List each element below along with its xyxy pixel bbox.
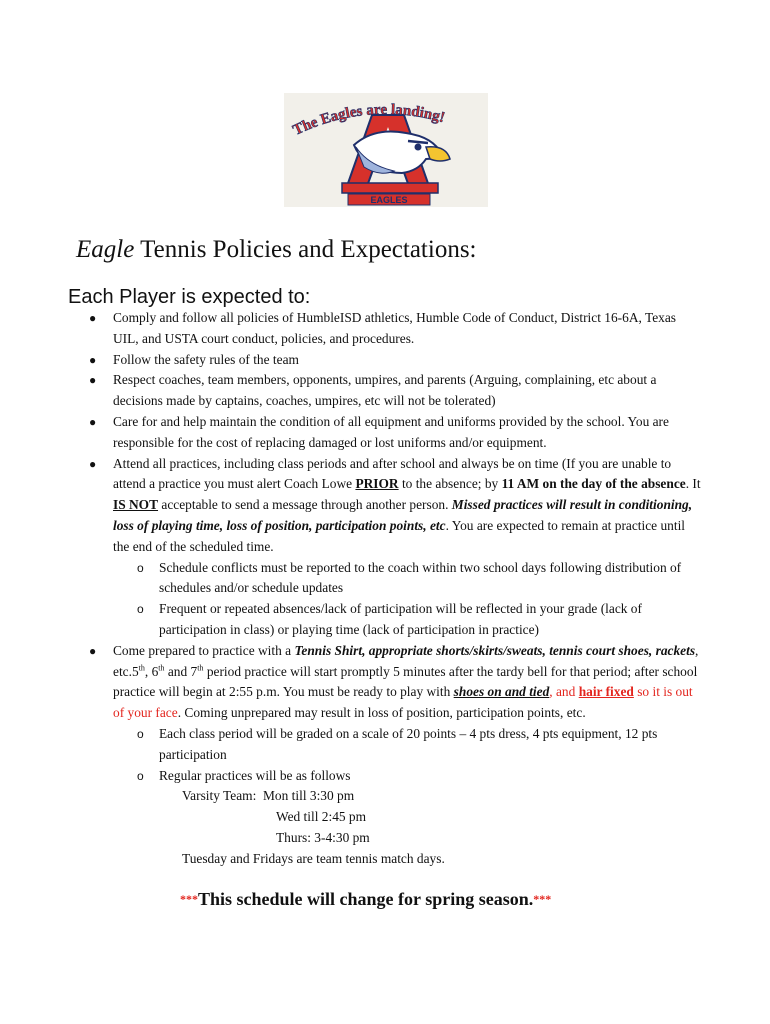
ordinal-suffix: th xyxy=(138,663,145,673)
is-not-emphasis: IS NOT xyxy=(113,497,159,513)
policy-content xyxy=(0,308,770,870)
bullet-icon: ● xyxy=(89,414,97,429)
policy-list xyxy=(0,308,770,870)
sub-list-item xyxy=(113,599,704,641)
logo-banner-text: The Eagles are landing! xyxy=(290,101,447,139)
schedule-thursday: Thurs: 3-4:30 pm xyxy=(276,829,370,845)
stars-right: *** xyxy=(533,892,552,906)
ordinal-suffix: th xyxy=(197,663,204,673)
schedule-wednesday: Wed till 2:45 pm xyxy=(276,809,367,825)
list-item xyxy=(0,350,770,371)
schedule-conflicts: Schedule conflicts must be reported to the coach within two school days following distribution of schedules and/or schedule updates xyxy=(159,559,682,596)
schedule-row xyxy=(182,786,704,807)
sub-list-item xyxy=(113,558,704,600)
prep-part: period practice will start promptly 5 minutes after the tardy bell for that period; after school practice will begin at 2:55 p.m. You must be ready to play with xyxy=(113,663,698,700)
section-heading: Each Player is expected to: xyxy=(68,286,311,308)
deadline-emphasis: 11 AM on the day of the absence xyxy=(501,476,686,492)
page-title xyxy=(76,236,477,264)
shoes-requirement: shoes on and tied xyxy=(453,684,550,700)
prep-part: . Coming unprepared may result in loss of position, participation points, etc. xyxy=(177,705,586,721)
stars-left: *** xyxy=(180,892,198,906)
bullet-icon: ● xyxy=(89,311,97,325)
circle-bullet-icon: o xyxy=(137,726,144,741)
preparation-text xyxy=(113,643,698,720)
grading-scale: Each class period will be graded on a scale of 20 points – 4 pts dress, 4 pts equipment, 12 pts participation xyxy=(159,725,658,762)
circle-bullet-icon: o xyxy=(137,560,144,575)
notice-text: This schedule will change for spring season xyxy=(198,889,529,909)
missed-practice-warning: Missed practices will result in conditioning, loss of playing time, loss of position, participation points, etc xyxy=(113,497,693,533)
list-item xyxy=(0,454,770,641)
policy-equipment: Care for and help maintain the condition of all equipment and uniforms provided by the school. You are responsible for the cost of replacing damaged or lost uniforms and/or equipment. xyxy=(113,413,669,450)
attendance-text xyxy=(113,456,701,554)
prep-part: Come prepared to practice with a xyxy=(113,642,295,658)
logo-plate-text: EAGLES xyxy=(370,195,408,205)
circle-bullet-icon: o xyxy=(137,602,144,617)
notice-period: . xyxy=(528,889,534,909)
policy-respect: Respect coaches, team members, opponents, umpires, and parents (Arguing, complaining, etc about a decisions made by captains, coaches, umpires, etc will not be tolerated) xyxy=(113,372,657,409)
attendance-part: . It xyxy=(685,476,701,492)
practice-schedule xyxy=(113,786,704,869)
sub-list-item xyxy=(113,766,704,787)
bullet-icon: ● xyxy=(89,352,97,367)
schedule-row xyxy=(182,807,704,828)
absences-note: Frequent or repeated absences/lack of participation will be reflected in your grade (lack of participation in class) or playing time (lack of participation in practice) xyxy=(159,601,642,637)
attendance-part: to the absence; by xyxy=(398,476,502,492)
list-item xyxy=(0,412,770,454)
schedule-row xyxy=(182,828,704,849)
attendance-part: acceptable to send a message through another person. xyxy=(158,497,452,513)
list-item xyxy=(0,641,770,870)
attendance-sublist xyxy=(113,558,704,641)
title-rest: Tennis Policies and Expectations: xyxy=(134,236,477,263)
varsity-label: Varsity Team: xyxy=(182,788,257,804)
match-days: Tuesday and Fridays are team tennis match days. xyxy=(182,850,445,866)
attendance-part: . You are expected to remain at practice until the end of the scheduled time. xyxy=(113,517,686,554)
prep-part: , etc.5 xyxy=(113,642,699,679)
prep-part: and 7 xyxy=(164,663,198,679)
red-text: , and xyxy=(549,684,579,700)
prep-part: , 6 xyxy=(144,663,159,679)
grading-sublist xyxy=(113,724,704,786)
schedule-row xyxy=(182,849,704,870)
bullet-icon: ● xyxy=(89,456,97,471)
gear-requirements: Tennis Shirt, appropriate shorts/skirts/sweats, tennis court shoes, rackets xyxy=(294,642,696,658)
ordinal-suffix: th xyxy=(158,663,165,673)
eagle-mascot-icon xyxy=(284,93,488,207)
attendance-part: Attend all practices, including class periods and after school and always be on time (If you are unable to attend a practice you must alert Coach Lowe xyxy=(113,455,672,492)
policy-conduct: Comply and follow all policies of HumbleISD athletics, Humble Code of Conduct, District 16-6A, Texas UIL, and USTA court conduct, policies, and procedures. xyxy=(113,310,676,346)
eagles-logo xyxy=(284,93,488,207)
bullet-icon: ● xyxy=(89,373,97,388)
list-item xyxy=(0,308,770,350)
title-italic: Eagle xyxy=(76,236,135,263)
circle-bullet-icon: o xyxy=(137,768,144,783)
prior-emphasis: PRIOR xyxy=(355,476,399,492)
bullet-icon: ● xyxy=(89,643,97,658)
hair-requirement: hair fixed xyxy=(578,684,634,700)
sub-list-item xyxy=(113,724,704,766)
list-item xyxy=(0,370,770,412)
schedule-monday: Mon till 3:30 pm xyxy=(263,788,355,804)
red-text: so it is out of your face xyxy=(113,684,693,721)
schedule-change-notice xyxy=(180,889,551,910)
practice-schedule-intro: Regular practices will be as follows xyxy=(159,767,351,783)
policy-safety: Follow the safety rules of the team xyxy=(113,351,299,367)
